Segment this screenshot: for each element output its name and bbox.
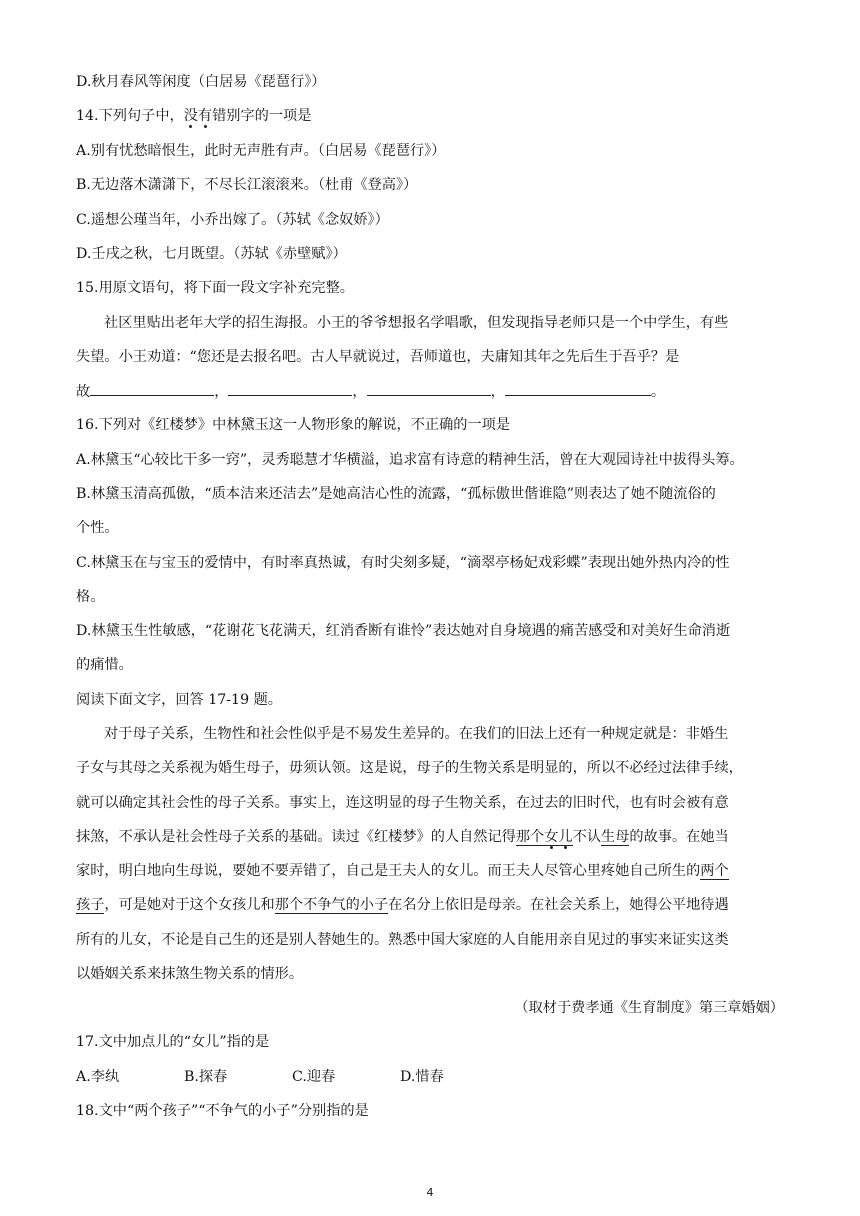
q16-option-c-cont: 格。 bbox=[76, 589, 105, 605]
passage-text: 抹煞，不承认是社会性母子关系的基础。读过《红楼梦》的人自然记得 bbox=[76, 829, 516, 845]
emphasis-char: 没 bbox=[183, 108, 198, 124]
passage-text: 家时，明白地向生母说，要她不要弄错了，自己是王夫人的女儿。而王夫人尽管心里疼她自己所生的 bbox=[76, 863, 701, 879]
q17-stem: 17.文中加点儿的“女儿”指的是 bbox=[76, 1034, 270, 1050]
q17-option-c: C.迎春 bbox=[292, 1069, 336, 1085]
underlined-text: 那个不争气的小子 bbox=[274, 897, 389, 913]
q15-passage-line: 失望。小王劝道：“您还是去报名吧。古人早就说过，吾师道也，夫庸知其年之先后生于吾乎？是 bbox=[76, 349, 680, 365]
q16-option-b-cont: 个性。 bbox=[76, 520, 119, 536]
q14-stem-pre: 14.下列句子中， bbox=[76, 108, 184, 124]
q14-stem-post: 错别字的一项是 bbox=[212, 108, 312, 124]
emphasis-char: 有 bbox=[197, 108, 213, 124]
emphasis-char: 女 bbox=[544, 829, 559, 845]
passage-line bbox=[76, 827, 729, 847]
q18-stem: 18.文中“两个孩子”“不争气的小子”分别指的是 bbox=[76, 1103, 369, 1119]
page-number: 4 bbox=[426, 1186, 434, 1199]
comma: ， bbox=[352, 384, 367, 400]
passage-text: 在名分上依旧是母亲。在社会关系上，她得公平地待遇 bbox=[388, 897, 729, 913]
q14-option-d: D.壬戌之秋，七月既望。（苏轼《赤壁赋》） bbox=[76, 246, 347, 262]
q16-option-a: A.林黛玉“心较比干多一窍”，灵秀聪慧才华横溢，追求富有诗意的精神生活，曾在大观园诗社中拔得头筹。 bbox=[76, 452, 744, 468]
underlined-text: 生母 bbox=[601, 829, 630, 845]
q14-option-a: A.别有忧愁暗恨生，此时无声胜有声。（白居易《琵琶行》） bbox=[76, 143, 446, 159]
q15-stem: 15.用原文语句，将下面一段文字补充完整。 bbox=[76, 280, 354, 296]
q16-stem: 16.下列对《红楼梦》中林黛玉这一人物形象的解说，不正确的一项是 bbox=[76, 417, 511, 433]
passage-source: （取材于费孝通《生育制度》第三章婚姻） bbox=[514, 1000, 784, 1016]
q15-passage-line: 社区里贴出老年大学的招生海报。小王的爷爷想报名学唱歌，但发现指导老师只是一个中学生，有些 bbox=[104, 315, 729, 331]
q16-option-d: D.林黛玉生性敏感，“花谢花飞花满天，红消香断有谁怜”表达她对自身境遇的痛苦感受和对美好生命消逝 bbox=[76, 623, 731, 639]
passage-line: 子女与其母之关系视为婚生母子，毋须认领。这是说，母子的生物关系是明显的，所以不必经过法律手续， bbox=[76, 760, 743, 776]
q17-option-d: D.惜春 bbox=[400, 1069, 444, 1085]
underlined-text: 孩子 bbox=[76, 897, 105, 913]
q17-option-b: B.探春 bbox=[184, 1069, 228, 1085]
underlined-text: 两个 bbox=[700, 863, 729, 879]
period: 。 bbox=[650, 384, 666, 400]
passage-text: 不认 bbox=[572, 829, 602, 845]
passage-text: 的故事。在她当 bbox=[629, 829, 729, 845]
q14-stem bbox=[76, 106, 311, 126]
underlined-text bbox=[516, 829, 573, 846]
q15-fill-line bbox=[76, 381, 665, 402]
q15-start-char: 故 bbox=[76, 384, 91, 400]
q16-option-c: C.林黛玉在与宝玉的爱情中，有时率真热诚，有时尖刻多疑，“滴翠亭杨妃戏彩蝶”表现出她外热内冷的性 bbox=[76, 555, 730, 571]
q17-option-a: A.李纨 bbox=[76, 1069, 120, 1085]
reading-instruction: 阅读下面文字，回答 17-19 题。 bbox=[76, 692, 282, 708]
comma: ， bbox=[214, 384, 229, 400]
passage-line: 对于母子关系，生物性和社会性似乎是不易发生差异的。在我们的旧法上还有一种规定就是：非婚生 bbox=[104, 726, 729, 742]
answer-blank-4[interactable] bbox=[505, 381, 651, 396]
answer-blank-1[interactable] bbox=[90, 381, 214, 396]
underlined-fragment: 那个 bbox=[515, 829, 545, 845]
passage-line: 以婚姻关系来抹煞生物关系的情形。 bbox=[76, 966, 304, 982]
passage-text: ，可是她对于这个女孩儿和 bbox=[104, 897, 275, 913]
q16-option-d-cont: 的痛惜。 bbox=[76, 657, 133, 673]
passage-line: 就可以确定其社会性的母子关系。事实上，连这明显的母子生物关系，在过去的旧时代，也有时会被有意 bbox=[76, 795, 729, 811]
answer-blank-2[interactable] bbox=[228, 381, 352, 396]
q16-option-b: B.林黛玉清高孤傲，“质本洁来还洁去”是她高洁心性的流露，“孤标傲世偕谁隐”则表达了她不随流俗的 bbox=[76, 486, 716, 502]
emphasis-char: 儿 bbox=[558, 829, 573, 845]
passage-line bbox=[76, 895, 729, 915]
answer-blank-3[interactable] bbox=[367, 381, 491, 396]
comma: ， bbox=[490, 384, 505, 400]
q13-option-d: D.秋月春风等闲度（白居易《琵琶行》） bbox=[76, 74, 326, 90]
passage-line: 所有的儿女，不论是自己生的还是别人替她生的。熟悉中国大家庭的人自能用亲自见过的事实来证实这类 bbox=[76, 932, 729, 948]
q14-option-b: B.无边落木潇潇下，不尽长江滚滚来。（杜甫《登高》） bbox=[76, 177, 418, 193]
passage-line bbox=[76, 861, 729, 881]
q17-options bbox=[76, 1067, 508, 1087]
q14-option-c: C.遥想公瑾当年，小乔出嫁了。（苏轼《念奴娇》） bbox=[76, 212, 389, 228]
